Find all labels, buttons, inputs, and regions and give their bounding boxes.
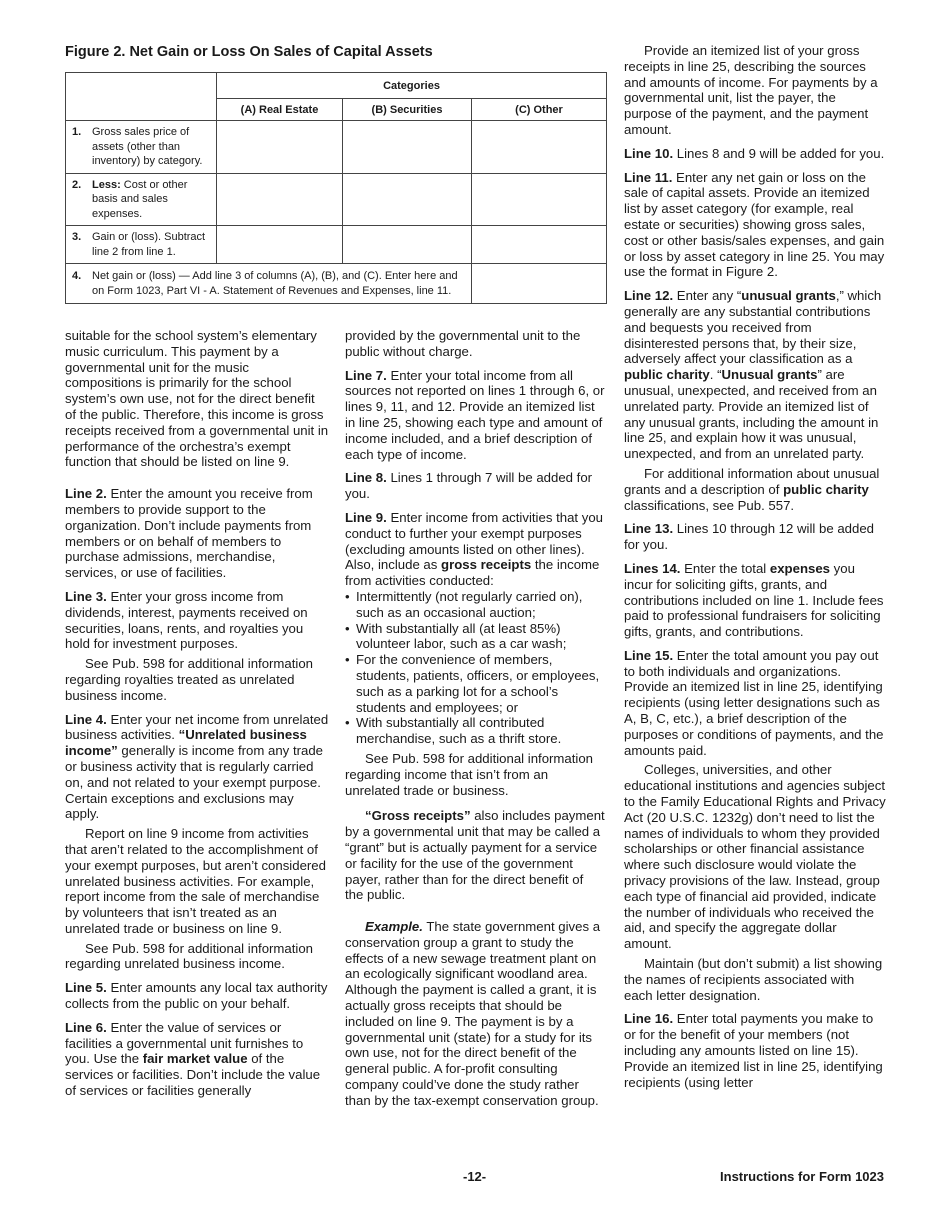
list-item: • For the convenience of members, students, patients, officers, or employees, such as a parking lot for a school’s students and employees; or	[345, 652, 600, 715]
paragraph: suitable for the school system’s elementary music curriculum. This payment by a governmental unit for the music compositions is primarily for the school system’s own use, not for the direct benefit of the public. Therefore, this income is gross receipts received from a governmental unit in performance of the orchestra’s exempt function that should be listed on line 9.	[65, 328, 329, 470]
table-cell	[472, 264, 607, 304]
paragraph: Report on line 9 income from activities that aren’t related to the accomplishment of your exempt purposes, but aren’t considered unrelated business activities. For example, report income from the sale of merchandise by volunteers that isn’t treated as an unrelated trade or business on line 9.	[65, 826, 326, 936]
line-2-paragraph: Line 2. Enter the amount you receive from members to provide support to the organization. Don’t include payments from members or on behalf of members to purchase admissions, merchandise, services, or use of facilities.	[65, 486, 313, 581]
row-number: 2.	[72, 178, 82, 191]
line-15-paragraph: Line 15. Enter the total amount you pay out to both individuals and organizations. Provide an itemized list in line 25, identifying recipients (using letter designations such as A, B, C, etc.), a brief description of the purposes or conditions of payments, and the amounts paid.	[624, 647, 884, 758]
table-cell	[343, 226, 472, 264]
line-6-paragraph: Line 6. Enter the value of services or facilities a governmental unit furnishes to you. Use the fair market value of the services or facilities. Don’t include the value of services or facilities generally	[65, 1019, 321, 1099]
footer-title: Instructions for Form 1023	[720, 1169, 884, 1184]
line-5-paragraph: Line 5. Enter amounts any local tax authority collects from the public on your behalf.	[65, 980, 328, 1012]
table-cell	[472, 226, 607, 264]
table-cell	[343, 173, 472, 226]
row-label-bold: Less:	[92, 178, 121, 191]
gross-receipts-paragraph: “Gross receipts” also includes payment by a governmental unit that may be called a “grant” but is actually payment for a service or facility for the use of the government payer, rather than for the direct benefit of the public.	[345, 808, 605, 903]
line-10-paragraph: Line 10. Lines 8 and 9 will be added for you.	[624, 145, 885, 161]
list-item: • With substantially all (at least 85%) volunteer labor, such as a car wash;	[345, 620, 567, 652]
line-9-paragraph: Line 9. Enter income from activities that you conduct to further your exempt purposes (excluding amounts listed on other lines). Also, include as gross receipts the income from activities conducted:	[345, 509, 603, 589]
paragraph: See Pub. 598 for additional information regarding royalties treated as unrelated business income.	[65, 656, 313, 703]
column-header: (C) Other	[472, 99, 607, 121]
paragraph: Maintain (but don’t submit) a list showing the names of recipients associated with each letter designation.	[624, 956, 883, 1003]
row-label: Gross sales price of assets (other than inventory) by category.	[92, 126, 203, 167]
paragraph: For additional information about unusual grants and a description of public charity classifications, see Pub. 557.	[624, 465, 880, 513]
table-row	[66, 121, 607, 174]
line-8-paragraph: Line 8. Lines 1 through 7 will be added for you.	[345, 470, 593, 502]
line-13-paragraph: Line 13. Lines 10 through 12 will be added for you.	[624, 521, 874, 553]
row-label: Gain or (loss). Subtract line 2 from line 1.	[92, 231, 206, 258]
paragraph: See Pub. 598 for additional information regarding income that isn’t from an unrelated trade or business.	[345, 750, 593, 798]
page-number: -12-	[463, 1169, 487, 1184]
table-cell	[472, 121, 607, 174]
table-row	[66, 226, 607, 264]
line-12-paragraph: Line 12. Enter any “unusual grants,” which generally are any substantial contributions and bequests you received from disinterested persons that, by their size, adversely affect your classification as a public charity. “Unusual grants” are unusual, unexpected, and received from an unrelated party. Provide an itemized list of any unusual grants, including the amount in line 25, and explain how it was unusual, unexpected, and from an unrelated party.	[624, 288, 882, 462]
paragraph: Provide an itemized list of your gross receipts in line 25, describing the sources and amounts of income. For payments by a governmental unit, list the payer, the purpose of the payment, and the payment amount.	[624, 43, 878, 137]
list-item: • With substantially all contributed merchandise, such as a thrift store.	[345, 715, 562, 747]
table-row-total	[66, 264, 607, 304]
table-cell	[217, 121, 343, 174]
line-16-paragraph: Line 16. Enter total payments you make to or for the benefit of your members (not including any amounts listed on line 15). Provide an itemized list in line 25, identifying recipients (using letter	[624, 1011, 883, 1090]
row-number: 1.	[72, 126, 82, 138]
table-row	[66, 173, 607, 226]
paragraph: provided by the governmental unit to the public without charge.	[345, 328, 581, 359]
paragraph: See Pub. 598 for additional information regarding unrelated business income.	[65, 940, 313, 972]
example-paragraph: Example. The state government gives a conservation group a grant to study the effects of a new sewage treatment plant on an ecologically significant woodland area. Although the payment is called a grant, it is actually gross receipts that should be included on line 9. The payment is by a governmental unit (state) for a study for its own use, not for the direct benefit of the general public. A for-profit consulting company could’ve done the study rather than by the tax-exempt conservation group.	[345, 919, 601, 1108]
row-number: 3.	[72, 231, 82, 243]
text-column-right	[624, 43, 886, 1098]
line-11-paragraph: Line 11. Enter any net gain or loss on the sale of capital assets. Provide an itemized list by asset category (for example, real estate or securities) showing gross sales, cost or other basis/sales expenses, and gain or loss by asset category in line 25. You may use the format in Figure 2.	[624, 169, 885, 280]
line-3-paragraph: Line 3. Enter your gross income from dividends, interest, payments received on securities, loans, rents, and royalties you hold for investment purposes.	[65, 588, 308, 652]
line-7-paragraph: Line 7. Enter your total income from all sources not reported on lines 1 through 6, or lines 9, 11, and 12. Provide an itemized list in line 25, showing each type and amount of income included, and a brief description of each type of income.	[345, 367, 605, 462]
row-label: Net gain or (loss) — Add line 3 of columns (A), (B), and (C). Enter here and on Form 1023, Part VI - A. Statement of Revenues and Expenses, line 11.	[92, 270, 458, 297]
table-cell	[472, 173, 607, 226]
table-cell	[343, 121, 472, 174]
text-column-left	[65, 328, 329, 1107]
column-header: (A) Real Estate	[217, 99, 343, 121]
figure-title: Figure 2. Net Gain or Loss On Sales of Capital Assets	[65, 44, 433, 60]
text-column-middle	[345, 328, 605, 1117]
capital-assets-table	[65, 72, 607, 304]
table-corner-cell	[66, 73, 217, 121]
categories-header: Categories	[217, 73, 607, 99]
row-number: 4.	[72, 270, 82, 282]
table-cell	[217, 173, 343, 226]
table-cell	[217, 226, 343, 264]
paragraph: Colleges, universities, and other educational institutions and agencies subject to the Family Educational Rights and Privacy Act (20 U.S.C. 1232g) don’t need to list the names of individuals to whom they provided scholarships or other financial assistance where such disclosure would violate the privacy provisions of the law. Instead, group each type of financial aid provided, indicate the number of individuals who received the aid, and specify the aggregate dollar amount.	[624, 762, 886, 952]
row-label: Cost or other basis and sales expenses.	[92, 178, 188, 220]
list-item: • Intermittently (not regularly carried on), such as an occasional auction;	[345, 588, 583, 620]
line-4-paragraph: Line 4. Enter your net income from unrelated business activities. “Unrelated business income” generally is income from any trade or business activity that is regularly carried on, and not related to your exempt purpose. Certain exceptions and exclusions may apply.	[65, 711, 329, 822]
line-14-paragraph: Lines 14. Enter the total expenses you incur for soliciting gifts, grants, and contributions included on line 1. Include fees paid to professional fundraisers for soliciting gifts, grants, and contributions.	[624, 560, 884, 640]
column-header: (B) Securities	[343, 99, 472, 121]
